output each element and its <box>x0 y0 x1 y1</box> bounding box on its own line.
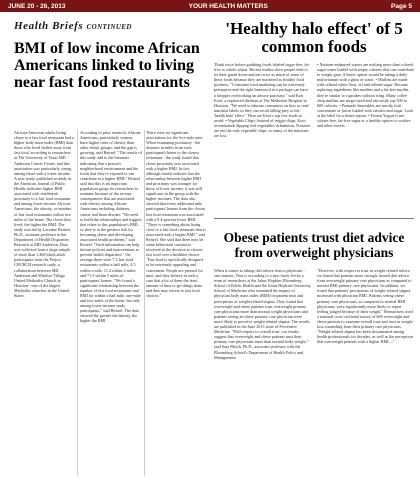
section-continued: CONTINUED <box>86 23 132 31</box>
section-heading <box>14 20 210 32</box>
bmi-article-column-1: African-American adults living closer to a fast food restaurant had a higher body mass index (BMI) than those who lived farther away from fast food, according to researchers at The University of Texas MD Anderson Cancer Center, and this association was particularly strong among those with a lower income. A new study, published recently in the American Journal of Public Health, indicates higher BMI associated with residential proximity to a fast food restaurant and among lower-income African-Americans, the obesity, or number, of fast food restaurants within two miles of the home. The closer they lived, the higher the BMI. The study was led by Lorraine Reitzel, Ph.D., assistant professor in the Department of Health Disparities Research at MD Anderson. Data was collected from a large sample of more than 1,400 black adult participants from the Project CHURCH research study, a collaboration between MD Anderson and Windsor Village United Methodist Church in Houston - one of the largest Methodist churches in the United States. <box>14 130 74 298</box>
obese-patients-headline: Obese patients trust diet advice from overweight physicians <box>223 230 405 260</box>
healthy-halo-headline: 'Healthy halo effect' of 5 common foods <box>225 19 403 56</box>
page-number: Page 5 <box>391 2 412 10</box>
bmi-article-column-3: There were no significant associations for the five-mile area. When examining proximity - the distance in miles from each participant's home to the closest restaurant - the study found that closer proximity was associated with a higher BMI. In fact, although results indicate that the relationship between higher BMI and proximity was stronger for those of lower income, it was still significant in the group with the higher incomes. The data also showed that every additional mile participants' homes from the closest fast food restaurant was associated with a 0.4-percent lower BMI. "There is something about living close to a fast food restaurant that is associated with a higher BMI," said Reitzel. She said that there may be some behavioral constructs involved in the decision to choose fast food over a healthier choice. "Fast food is specifically designed to be extremely appealing and convenient. People are pressed for time, and they believe in such a case that a lot of them the least amount of time to get things done, and thus may retreat to fast food choices." <box>146 130 206 298</box>
page-header-bar <box>0 0 420 12</box>
healthy-halo-column-1: Think twice before grabbing foods labeled sugar-free, fat-free or whole-wheat. Recent studies show people tend to let their guard down and eat twice as much of some of these foods because they are marketed as healthy food products. "Consumer food marketing can be extremely persuasive and the right buzzword in a package can have a shopper overlooking an unwise purchase," said Kari Kooi, a registered dietitian at The Methodist Hospital in Houston. "We need to educate consumers on how to read nutrition labels so they can avoid falling prey to the 'health halo' effect." Here are Kooi's top five foods to avoid: • Vegetable Chips: Instead of veggie chips, Kooi recommends dipping real vegetables in hummus. Potatoes are not the only vegetable chips, so many of the nutrients are lost. <box>214 62 311 139</box>
column-divider <box>144 130 145 476</box>
obese-patients-column-1: When it comes to taking diet advice from a physician - size matters. That is according to a new study led by a team of researchers at the Johns Hopkins Bloomberg School of Public Health and the Johns Hopkins University School of Medicine who examined the impact of physician body mass index (BMI) on patient trust and perceptions of weight-related stigma. They found that overweight and obese patients trust overweight primary care physicians more than normal weight physicians and patients seeing an obese primary care physician were more likely to perceive weight-related stigma. The results are published in the June 2013 issue of Preventive Medicine. "With respect to overall trust, our results suggest that overweight and obese patients trust their primary care physicians more than normal body weight," said Sara Bleich, Ph.D., associate professor with the Bloomberg School's Department of Health Policy and Management. <box>214 268 311 360</box>
bmi-article-column-2: According to prior research, African-Americans, particularly women, have higher rates of obesity than other ethnic groups, and the gap is growing, said Reitzel. "The results of this study add to the literature indicating that a person's neighborhood environment and the foods that they're exposed to can contribute to a higher BMI." Reitzel said that this is an important population group for researchers to examine because of the serious consequences that are associated with obesity among African-Americans including diabetes, cancer and heart disease. "We need to build the relationships and triggers that relate to this population's BMI, so they're at the greatest risk for becoming obese and developing associated health problems," said Reitzel. "Such information can help inform policies and interventions to prevent health disparities." On average there were 7.3 fast food restaurants within a half mile, 4.5 within a mile, 11.4 within 2 miles and 71.3 within 5 miles of participants' homes. "We found a significant relationship between the number of fast food restaurants and BMI for within a half mile, one-mile and two-miles of the home, but only among lower-income study participants," said Reitzel. The data showed the greater the density, the higher the BMI. <box>80 130 142 324</box>
issue-date: JUNE 20 - 26, 2013 <box>8 2 66 10</box>
healthy-halo-column-2: • Nutrient-enhanced waters are nothing more than colored sugar water loaded with empty calories that can contribute to weight gain. A better option would be taking a daily multivitamin with a glass of water. • Muffins are made with refined white flour, oil and refined sugar. Because replacing ingredients like muffins and a fat-free muffin, they're similar to cupcakes without icing. Many coffee shop muffins are mega-sized and can easily top 500 to 600 calories. • Premade Smoothies are mostly fruit concentrate or juices loaded with calories and sugar. Look at the label for a better option. • Frozen Yogurt is not calorie-free, fat-free sugar or a healthy option to cookies and other sweets. <box>317 62 414 129</box>
column-divider <box>77 130 78 476</box>
section-title: Health Briefs <box>14 20 84 32</box>
publication-name: YOUR HEALTH MATTERS <box>188 2 268 10</box>
obese-patients-column-2: "However, with respect to trust in weight-related advice, we found that patients more strongly trusted diet advice from overweight primary care physicians as compared to normal BMI primary care physicians. In addition, we found that patients' perceptions of weight-related stigma increased with physician BMI. Patients seeing obese primary care physicians, as compared to normal BMI physicians, were significantly more likely to report feeling judged because of their weight." Researchers used a national cross-sectional survey of 600 overweight and obese patients to examine overall trust and trust in weight-loss counseling from their primary care physicians. "Weight-related stigma has been documented among health professionals for decades, as well as the perception that overweight patients with a higher BMI ..." <box>317 268 414 345</box>
article-divider <box>214 218 414 219</box>
bmi-article-headline: BMI of low income African Americans linked to living near fast food restaurants <box>14 40 200 91</box>
